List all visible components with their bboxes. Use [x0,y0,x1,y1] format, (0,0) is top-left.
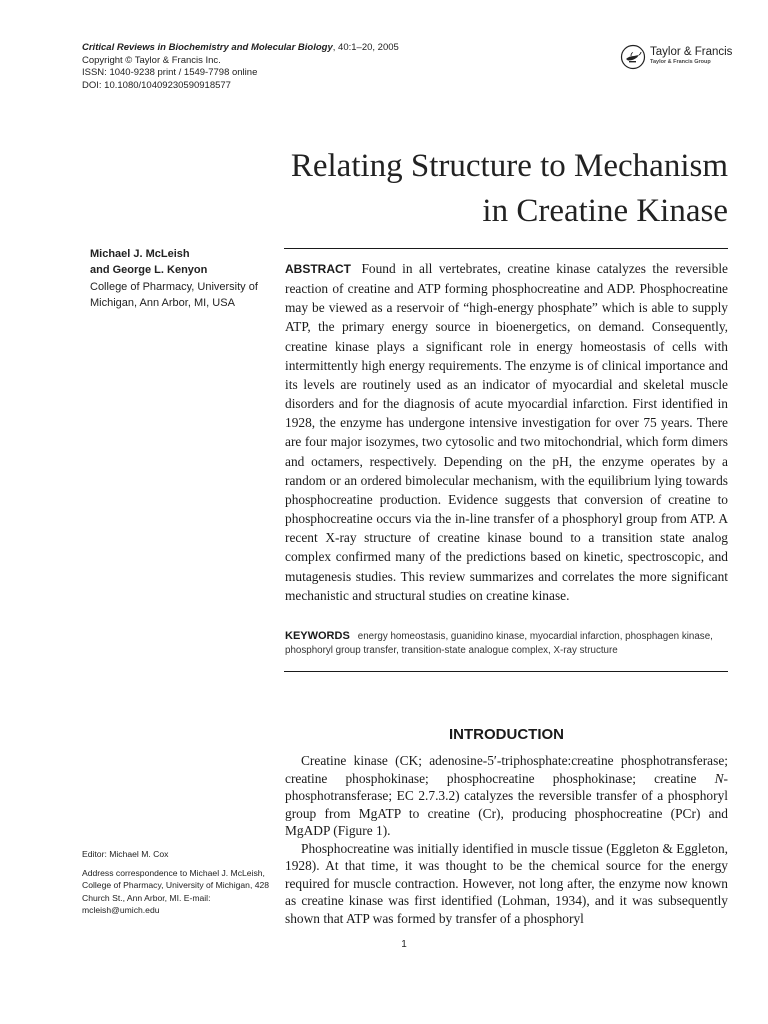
author-names-line-2: and George L. Kenyon [90,264,208,277]
title-line-1: Relating Structure to Mechanism [290,148,728,184]
paragraph-1-part-b: -phosphotransferase; EC 2.7.3.2) catalyzes the reversible transfer of a phosphoryl group from MgATP to creatine (Cr), producing phosphocreatine (PCr) and MgADP (Figure 1). [285,770,728,838]
abstract [285,259,728,605]
keywords-label: KEYWORDS [285,630,350,642]
keywords-text: energy homeostasis, guanidino kinase, myocardial infarction, phosphagen kinase, phosphoryl group transfer, transition-state analogue complex, X-ray structure [285,631,713,657]
taylor-francis-lamp-icon [620,44,646,70]
issn: ISSN: 1040-9238 print / 1549-7798 online [82,67,258,79]
publisher-group: Taylor & Francis Group [650,59,711,65]
editor-note: Editor: Michael M. Cox [82,849,169,859]
article-title [291,144,728,234]
publisher-name: Taylor & Francis [650,46,733,58]
journal-volume: , 40:1–20, 2005 [332,42,399,53]
author-block [90,246,270,312]
paragraph-1 [285,752,728,840]
journal-citation [82,42,399,55]
keywords [285,629,728,659]
doi: DOI: 10.1080/10409230590918577 [82,79,231,91]
journal-name: Critical Reviews in Biochemistry and Molecular Biology [82,42,333,53]
abstract-text: Found in all vertebrates, creatine kinase catalyzes the reversible reaction of creatine and ATP forming phosphocreatine and ADP. Phosphocreatine may be viewed as a reservoir of “high-energy phosphate” which is able to supply ATP, the primary energy source in bioenergetics, on demand. Consequently, creatine kinase plays a significant role in energy homeostasis of cells with intermittently high energy requirements. The enzyme is of clinical importance and its levels are routinely used as an indicator of myocardial and skeletal muscle disorders and for the diagnosis of acute myocardial infarction. First identified in 1928, the enzyme has undergone intensive investigation for over 75 years. There are four major isozymes, two cytosolic and two mitochondrial, which form dimers and octamers, respectively. Depending on the pH, the enzyme operates by a random or an ordered bimolecular mechanism, with the equilibrium lying towards phosphocreatine production. Evidence suggests that conversion of creatine to phosphocreatine occurs via the in-line transfer of a phosphoryl group from ATP. A recent X-ray structure of creatine kinase bound to a transition state analog complex confirmed many of the predictions based on kinetic, spectroscopic, and mutagenesis studies. This review summarizes and correlates the more significant mechanistic and structural studies on creatine kinase. [285,261,728,603]
introduction-heading: INTRODUCTION [449,726,564,743]
page-number: 1 [401,939,407,950]
author-affiliation: College of Pharmacy, University of Michigan, Ann Arbor, MI, USA [90,280,258,310]
publisher-logo [620,44,732,70]
paragraph-2: Phosphocreatine was initially identified in muscle tissue (Eggleton & Eggleton, 1928). At that time, it was thought to be the chemical source for the energy required for muscle contraction. However, not long after, the enzyme now known as creatine kinase was first identified (Lohman, 1934), and it was subsequently shown that ATP was formed by transfer of a phosphoryl [285,840,728,926]
abstract-label: ABSTRACT [285,262,351,276]
copyright: Copyright © Taylor & Francis Inc. [82,54,221,66]
paragraph-1-part-a: Creatine kinase (CK; adenosine-5′-triphosphate:creatine phosphotransferase; creatine phosphokinase; phosphocreatine phosphokinase; creatine [285,753,728,786]
abstract-top-rule [284,248,728,249]
paragraph-1-italic: N [714,770,724,786]
correspondence-note: Address correspondence to Michael J. McLeish, College of Pharmacy, University of Michigan, 428 Church St., Ann Arbor, MI. E-mail: mcleish@umich.edu [82,868,270,915]
title-line-2: in Creatine Kinase [482,193,728,229]
author-names-line-1: Michael J. McLeish [90,248,190,260]
footnotes [82,848,272,916]
introduction-body [285,752,728,927]
abstract-bottom-rule [284,671,728,672]
journal-info [82,42,399,92]
